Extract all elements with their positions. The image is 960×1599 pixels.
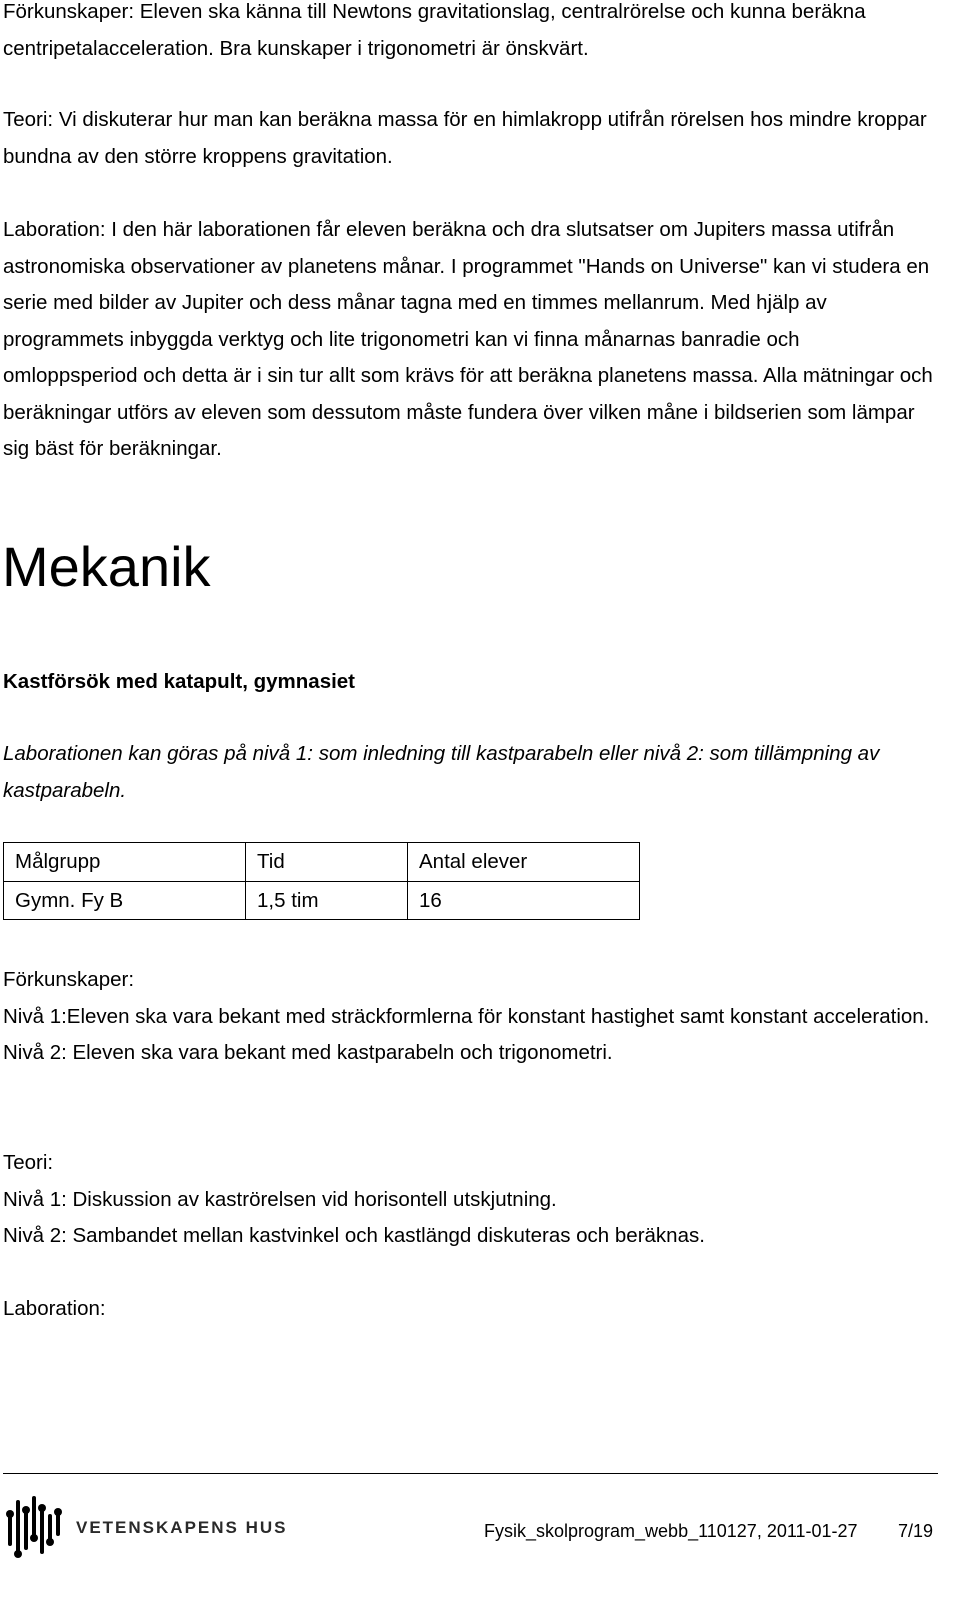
prerequisites-label: Förkunskaper: — [3, 968, 135, 991]
prerequisites-level-2: Nivå 2: Eleven ska vara bekant med kastparabeln och trigonometri. — [3, 1041, 613, 1064]
theory-level-2: Nivå 2: Sambandet mellan kastvinkel och kastlängd diskuteras och beräknas. — [3, 1224, 705, 1247]
lab-intro: Laborationen kan göras på nivå 1: som inledning till kastparabeln eller nivå 2: som tillämpning av kastparabeln. — [3, 742, 880, 802]
theory-paragraph: Teori: Vi diskuterar hur man kan beräkna massa för en himlakropp utifrån rörelsen hos mindre kroppar bundna av den större kroppens gravitation. — [3, 108, 927, 168]
vetenskapens-hus-logo-icon — [4, 1494, 68, 1558]
table-row — [4, 882, 640, 920]
lab-label: Laboration: — [3, 1297, 106, 1320]
info-table — [3, 842, 640, 920]
table-header-cell: Målgrupp — [4, 843, 246, 882]
theory-level-1: Nivå 1: Diskussion av kaströrelsen vid horisontell utskjutning. — [3, 1187, 557, 1211]
table-header-row — [4, 843, 640, 882]
theory-label: Teori: — [3, 1151, 54, 1174]
table-header-cell: Tid — [246, 843, 408, 882]
section-title: Mekanik — [2, 535, 211, 598]
footer-divider — [3, 1473, 938, 1474]
page-number: 7/19 — [898, 1521, 934, 1541]
lab-paragraph: Laboration: I den här laborationen får eleven beräkna och dra slutsatser om Jupiters massa utifrån astronomiska observationer av planetens månar. I programmet "Hands on Universe" kan vi studera en serie med bilder av Jupiter och dess månar tagna med en timmes mellanrum. Med hjälp av programmets inbyggda verktyg och lite trigonometri kan vi finna månarnas banradie och omloppsperiod och detta är i sin tur allt som krävs för att beräkna planetens massa. Alla mätningar och beräkningar utförs av eleven som dessutom måste fundera över vilken måne i bildserien som lämpar sig bäst för beräkningar. — [3, 218, 933, 460]
logo-text: VETENSKAPENS HUS — [76, 1518, 288, 1537]
prerequisites-block — [3, 962, 938, 1072]
table-cell: 1,5 tim — [246, 882, 408, 920]
table-header-cell: Antal elever — [408, 843, 640, 882]
table-cell: Gymn. Fy B — [4, 882, 246, 920]
table-cell: 16 — [408, 882, 640, 920]
prerequisites-paragraph: Förkunskaper: Eleven ska känna till Newtons gravitationslag, centralrörelse och kunna beräkna centripetalacceleration. Bra kunskaper i trigonometri är önskvärt. — [3, 0, 866, 60]
footer-filename: Fysik_skolprogram_webb_110127, 2011-01-27 — [484, 1521, 858, 1541]
lab-title: Kastförsök med katapult, gymnasiet — [3, 670, 356, 693]
prerequisites-level-1: Nivå 1:Eleven ska vara bekant med sträckformlerna för konstant hastighet samt konstant acceleration. — [3, 1004, 930, 1028]
theory-block — [3, 1145, 938, 1255]
